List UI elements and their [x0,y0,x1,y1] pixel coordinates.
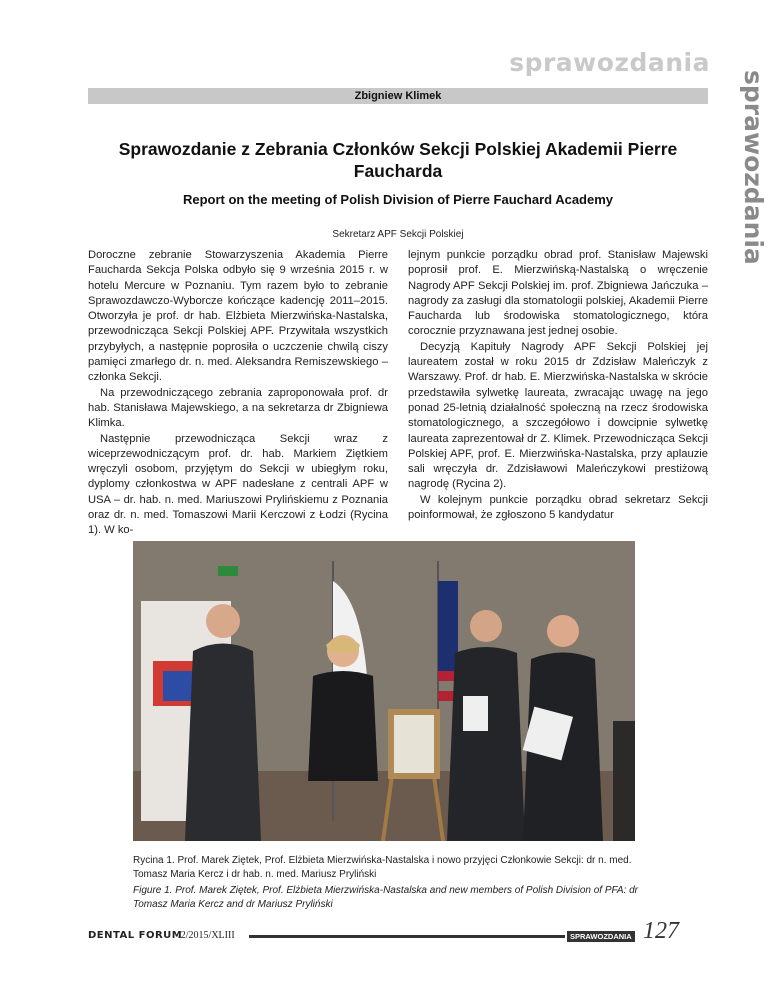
paragraph: Na przewodniczącego zebrania zaproponowała prof. dr hab. Stanisława Majewskiego, a na sekretarza dr Zbigniewa Klimka. [88,386,388,430]
paragraph: Decyzją Kapituły Nagrody APF Sekcji Polskiej jej laureatem został w roku 2015 dr Zdzisław Maleńczyk z Warszawy. Prof. dr hab. E. Mierzwińska-Nastalska w skrócie przedstawiła sylwetkę laureata, zwracając uwagę na jego ponad 25-letnią działalność społeczną na rzecz środowiska stomatologicznego, a szczegółowo i dowcipnie sylwetkę laureata zaprezentował dr Z. Klimek. Przewodnicząca Sekcji Polskiej APF, prof. E. Mierzwińska-Nastalska, przy aplauzie sali wręczyła dr. Zdzisławowi Maleńczykowi prestiżową nagrodę (Rycina 2). [408,340,708,491]
footer-section-label: SPRAWOZDANIA [567,931,635,942]
article-title: Sprawozdanie z Zebrania Członków Sekcji Polskiej Akademii Pierre Faucharda [118,139,678,181]
group-photo-illustration [133,541,635,841]
body-column-right [408,248,708,523]
page-number: 127 [643,918,679,944]
footer-journal-name: DENTAL FORUM [88,930,183,941]
paragraph: W kolejnym punkcie porządku obrad sekretarz Sekcji poinformował, że zgłoszono 5 kandydatur [408,493,708,522]
footer-rule [249,935,565,938]
body-column-left [88,248,388,539]
footer-issue: /2/2015/XLIII [178,930,235,941]
section-header-word: sprawozdania [509,48,710,77]
figure-caption [133,854,653,914]
paragraph: Doroczne zebranie Stowarzyszenia Akademia Pierre Faucharda Sekcja Polska odbyło się 9 września 2015 r. w hotelu Mercure w Poznaniu. Tym razem było to zebranie Sprawozdawczo-Wyborcze kończące kadencję 2011–2015. Otworzyła je prof. dr hab. Elżbieta Mierzwińska-Nastalska, przewodnicząca Sekcji Polskiej APF. Przywitała wszystkich przybyłych, a następnie poprosiła o uczczenie chwilą ciszy pamięci zmarłego dr. n. med. Aleksandra Remiszewskiego – członka Sekcji. [88,249,388,384]
caption-polish: Rycina 1. Prof. Marek Ziętek, Prof. Elżbieta Mierzwińska-Nastalska i nowo przyjęci Członkowie Sekcji: dr n. med. Tomasz Maria Kercz i dr hab. n. med. Mariusz Pryliński [133,855,632,880]
figure-photo [133,541,635,841]
caption-english: Figure 1. Prof. Marek Ziętek, Prof. Elżbieta Mierzwińska-Nastalska and new members of Polish Division of PFA: dr Tomasz Maria Kercz and dr Mariusz Pryliński [133,885,638,910]
paragraph: lejnym punkcie porządku obrad prof. Stanisław Majewski poprosił prof. E. Mierzwińską-Nastalską o wręczenie Nagrody APF Sekcji Polskiej im. prof. Zbigniewa Jańczuka – nagrody za zasługi dla stomatologii polskiej, Akademii Pierre Faucharda lub środowiska stomatologicznego, która corocznie przyznawana jest jednej osobie. [408,249,708,338]
author-name: Zbigniew Klimek [88,88,708,104]
article-subtitle: Report on the meeting of Polish Division of Pierre Fauchard Academy [182,192,614,207]
author-affiliation: Sekretarz APF Sekcji Polskiej [332,229,464,240]
paragraph: Następnie przewodnicząca Sekcji wraz z wiceprzewodniczącym prof. dr. hab. Markiem Ziętkiem wręczyli osobom, przyjętym do Sekcji w ubiegłym roku, dyplomy członkostwa w APF nadesłane z centrali APF w USA – dr. hab. n. med. Mariuszowi Prylińskiemu z Poznania oraz dr. n. med. Tomaszowi Marii Kerczowi z Łodzi (Rycina 1). W ko- [88,432,388,537]
section-side-word: sprawozdania [739,70,768,265]
